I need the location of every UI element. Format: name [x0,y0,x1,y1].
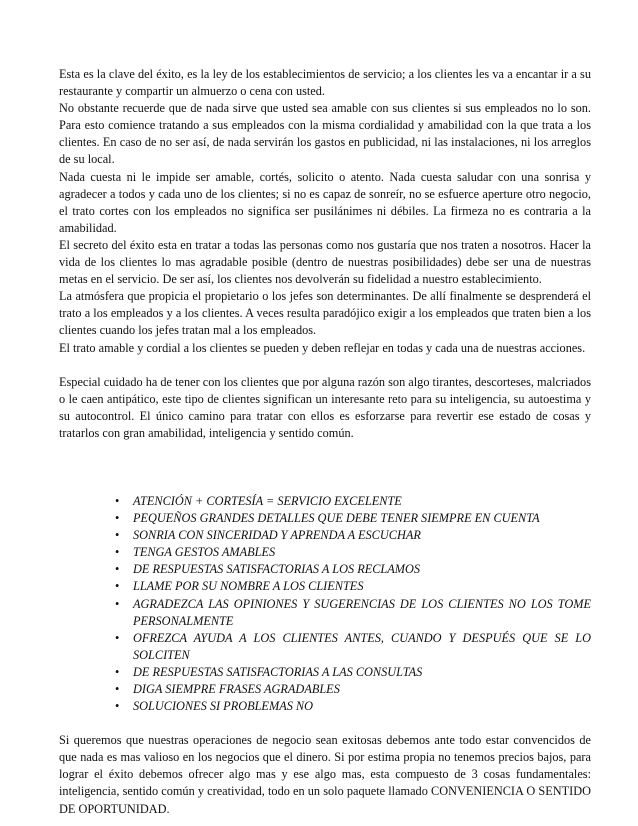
paragraph-intro-3: Nada cuesta ni le impide ser amable, cortés, solicito o atento. Nada cuesta saludar con una sonrisa y agradecer a todos y cada uno de los clientes; si no es capaz de sonreír, no se esfuerce aperture otro negocio, el trato cortes con los empleados no significa ser pusilánimes ni débiles. La firmeza no es contraria a la amabilidad. [59,169,591,235]
bullet-item [59,544,591,561]
bullet-item [59,510,591,527]
bullet-item [59,493,591,510]
bullet-icon: • [115,562,120,577]
bullet-text: ATENCIÓN + CORTESÍA = SERVICIO EXCELENTE [133,493,402,508]
bullet-icon: • [115,682,120,696]
bullet-text: AGRADEZCA LAS OPINIONES Y SUGERENCIAS DE LOS CLIENTES NO LOS TOME PERSONALMENTE [133,596,591,628]
bullet-text: OFREZCA AYUDA A LOS CLIENTES ANTES, CUANDO Y DESPUÉS QUE SE LO SOLCITEN [133,630,591,662]
paragraph-intro-2: No obstante recuerde que de nada sirve que usted sea amable con sus clientes si sus empleados no lo son. Para esto comience tratando a sus empleados con la misma cordialidad y amabilidad con la que trata a los clientes. En caso de no ser así, de nada servirán los gastos en publicidad, ni las instalaciones, ni los arreglos de su local. [59,101,591,167]
bullet-text: DE RESPUESTAS SATISFACTORIAS A LAS CONSULTAS [133,664,423,679]
bullet-text: LLAME POR SU NOMBRE A LOS CLIENTES [133,579,364,594]
paragraph-intro-6: El trato amable y cordial a los clientes se pueden y deben reflejar en todas y cada una de nuestras acciones. [59,340,586,355]
paragraph-special: Especial cuidado ha de tener con los clientes que por alguna razón son algo tirantes, descorteses, malcriados o le caen antipático, este tipo de clientes significan un interesante reto para su inteligencia, su autoestima y su autocontrol. El único camino para tratar con ellos es esforzarse para revertir ese estado de cosas y tratarlos con gran amabilidad, inteligencia y sentido común. [59,374,591,440]
bullet-item [59,596,591,630]
bullet-icon: • [115,493,120,508]
bullet-item [59,664,591,681]
bullet-icon: • [115,511,120,526]
bullet-icon: • [115,630,120,645]
bullet-item [59,681,591,698]
bullet-text: SONRIA CON SINCERIDAD Y APRENDA A ESCUCHAR [133,528,421,543]
bullet-item [59,527,591,544]
spacer [59,357,591,374]
bullet-item [59,561,591,578]
bullet-item [59,698,591,715]
paragraph-closing: Si queremos que nuestras operaciones de negocio sean exitosas debemos ante todo estar convencidos de que nada es mas valioso en los negocios que el dinero. Si por estima propia no tenemos precios bajos, para lograr el éxito debemos ofrecer algo mas y ese algo mas, esta compuesto de 3 cosas fundamentales: inteligencia, sentido común y creatividad, todo en un solo paquete llamado CONVENIENCIA O SENTIDO DE OPORTUNIDAD. [59,733,591,816]
bullet-icon: • [115,528,120,543]
spacer [59,442,591,493]
paragraph-intro-1: Esta es la clave del éxito, es la ley de los establecimientos de servicio; a los clientes les va a encantar ir a su restaurante y compartir un almuerzo o cena con usted. [59,67,591,99]
bullet-list [59,493,591,715]
bullet-icon: • [115,699,120,714]
bullet-icon: • [115,596,120,611]
bullet-text: SOLUCIONES SI PROBLEMAS NO [133,699,314,714]
paragraph-intro-5: La atmósfera que propicia el propietario o los jefes son determinantes. De allí finalmente se desprenderá el trato a los empleados y a los clientes. A veces resulta paradójico exigir a los empleados que traten bien a los clientes cuando los jefes tratan mal a los empleados. [59,289,591,338]
bullet-icon: • [115,664,120,679]
spacer [59,715,591,732]
bullet-icon: • [115,545,120,560]
bullet-text: PEQUEÑOS GRANDES DETALLES QUE DEBE TENER SIEMPRE EN CUENTA [133,511,540,526]
bullet-icon: • [115,579,120,594]
bullet-text: DE RESPUESTAS SATISFACTORIAS A LOS RECLAMOS [133,562,421,577]
bullet-text: DIGA SIEMPRE FRASES AGRADABLES [133,682,340,696]
document-body [59,66,591,818]
bullet-text: TENGA GESTOS AMABLES [133,545,276,560]
paragraph-intro-4: El secreto del éxito esta en tratar a todas las personas como nos gustaría que nos traten a nosotros. Hacer la vida de los clientes lo mas agradable posible (dentro de nuestras posibilidades) debe ser una de nuestras metas en el servicio. De ser así, los clientes nos devolverán su fidelidad a nuestro establecimiento. [59,237,591,287]
bullet-item [59,578,591,595]
bullet-item [59,630,591,664]
